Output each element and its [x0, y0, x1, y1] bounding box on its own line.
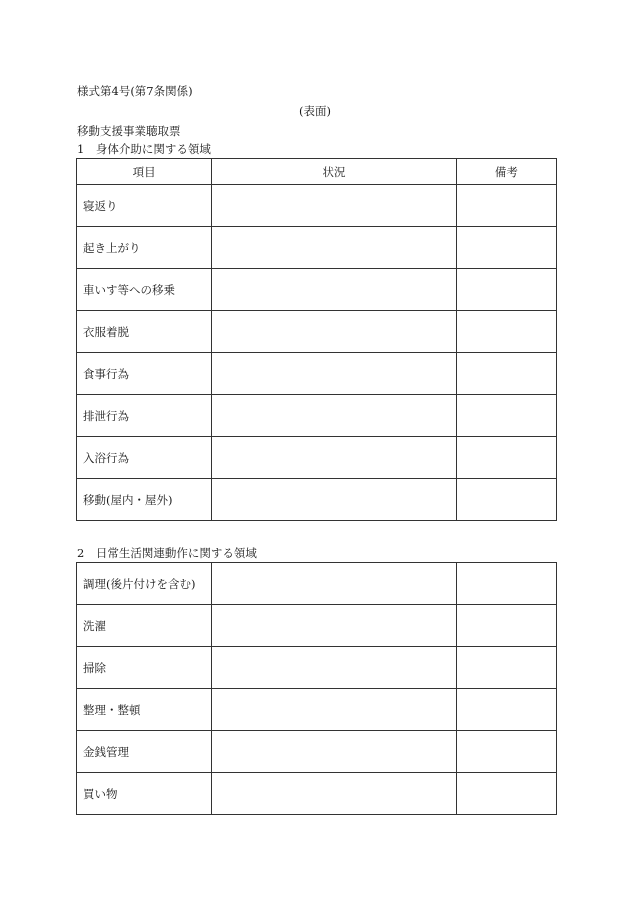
section1-heading: 1 身体介助に関する領域 [77, 142, 211, 156]
section2-table [76, 562, 557, 815]
remarks-cell[interactable] [456, 647, 556, 689]
row-label: 排泄行為 [77, 395, 212, 437]
row-label: 食事行為 [77, 353, 212, 395]
remarks-cell[interactable] [456, 605, 556, 647]
status-cell[interactable] [212, 689, 457, 731]
form-title: 移動支援事業聴取票 [77, 124, 181, 138]
table-row [77, 479, 557, 521]
status-cell[interactable] [212, 647, 457, 689]
status-cell[interactable] [212, 395, 457, 437]
row-label: 入浴行為 [77, 437, 212, 479]
remarks-cell[interactable] [456, 689, 556, 731]
section2-heading: 2 日常生活関連動作に関する領域 [77, 546, 257, 560]
table-header-row [77, 159, 557, 185]
section1-table [76, 158, 557, 521]
table-row [77, 689, 557, 731]
table-row [77, 605, 557, 647]
row-label: 起き上がり [77, 227, 212, 269]
remarks-cell[interactable] [456, 185, 556, 227]
status-cell[interactable] [212, 227, 457, 269]
table-row [77, 773, 557, 815]
status-cell[interactable] [212, 731, 457, 773]
table-row [77, 227, 557, 269]
row-label: 調理(後片付けを含む) [77, 563, 212, 605]
remarks-cell[interactable] [456, 311, 556, 353]
status-cell[interactable] [212, 185, 457, 227]
status-cell[interactable] [212, 563, 457, 605]
row-label: 車いす等への移乗 [77, 269, 212, 311]
row-label: 移動(屋内・屋外) [77, 479, 212, 521]
remarks-cell[interactable] [456, 227, 556, 269]
form-number: 様式第4号(第7条関係) [77, 84, 193, 98]
column-header-remarks: 備考 [456, 159, 556, 185]
table-row [77, 731, 557, 773]
remarks-cell[interactable] [456, 437, 556, 479]
remarks-cell[interactable] [456, 269, 556, 311]
remarks-cell[interactable] [456, 395, 556, 437]
side-label: (表面) [299, 104, 331, 118]
table-row [77, 647, 557, 689]
remarks-cell[interactable] [456, 479, 556, 521]
remarks-cell[interactable] [456, 731, 556, 773]
row-label: 掃除 [77, 647, 212, 689]
column-header-status: 状況 [212, 159, 457, 185]
status-cell[interactable] [212, 311, 457, 353]
status-cell[interactable] [212, 773, 457, 815]
status-cell[interactable] [212, 479, 457, 521]
row-label: 整理・整頓 [77, 689, 212, 731]
row-label: 金銭管理 [77, 731, 212, 773]
status-cell[interactable] [212, 353, 457, 395]
status-cell[interactable] [212, 437, 457, 479]
remarks-cell[interactable] [456, 773, 556, 815]
table-row [77, 185, 557, 227]
table-row [77, 563, 557, 605]
column-header-item: 項目 [77, 159, 212, 185]
table-row [77, 437, 557, 479]
remarks-cell[interactable] [456, 563, 556, 605]
status-cell[interactable] [212, 269, 457, 311]
table-row [77, 395, 557, 437]
row-label: 寝返り [77, 185, 212, 227]
row-label: 洗濯 [77, 605, 212, 647]
table-row [77, 269, 557, 311]
status-cell[interactable] [212, 605, 457, 647]
row-label: 衣服着脱 [77, 311, 212, 353]
row-label: 買い物 [77, 773, 212, 815]
table-row [77, 311, 557, 353]
table-row [77, 353, 557, 395]
remarks-cell[interactable] [456, 353, 556, 395]
